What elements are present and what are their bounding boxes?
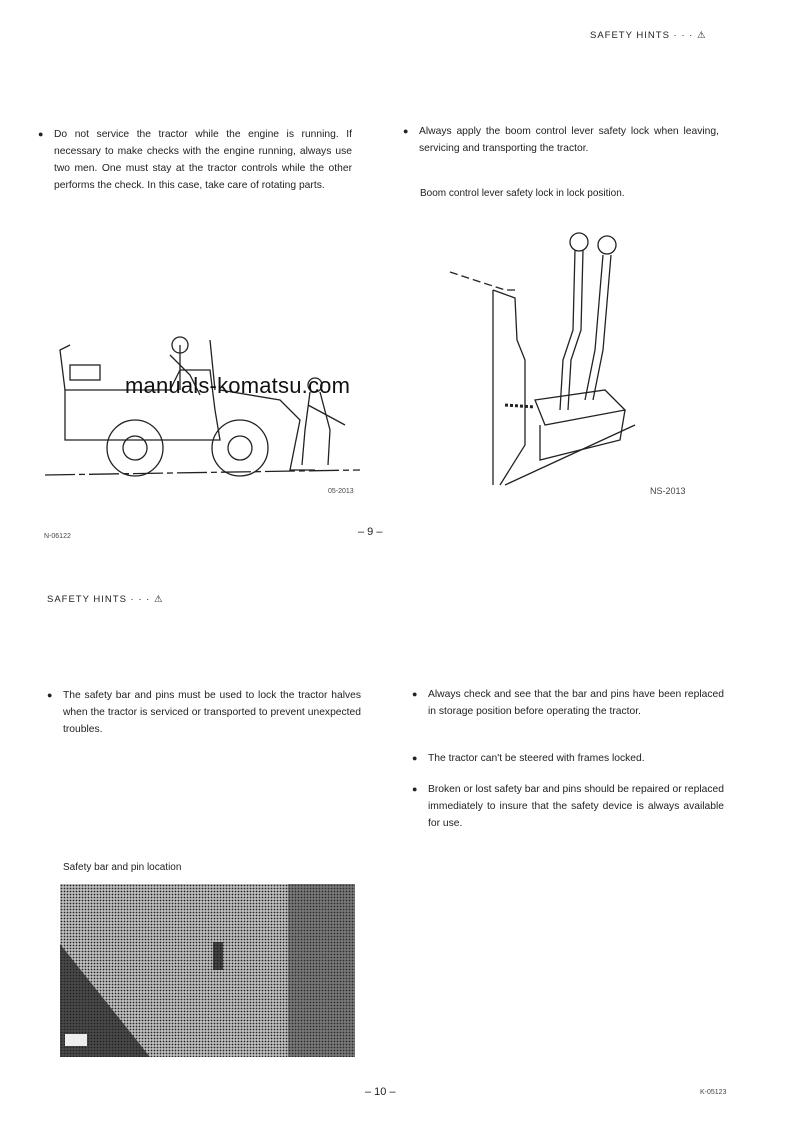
- figure-code: NS-2013: [650, 486, 686, 496]
- bullet-text: Always check and see that the bar and pins have been replaced in storage position before operating the tractor.: [428, 689, 724, 717]
- document-code: N-06122: [44, 533, 71, 540]
- bullet-icon: ●: [403, 126, 409, 136]
- photo-caption: Safety bar and pin location: [63, 862, 182, 873]
- bullet-icon: ●: [47, 690, 53, 700]
- safety-bar-photo: [60, 884, 355, 1057]
- bullet-icon: ●: [412, 689, 418, 699]
- bullet-item: [412, 781, 724, 832]
- bullet-item: [47, 687, 361, 738]
- watermark: manuals-komatsu.com: [125, 373, 351, 398]
- figure-code: 05-2013: [328, 488, 354, 495]
- bullet-text: The tractor can't be steered with frames locked.: [428, 753, 645, 764]
- lever-illustration: [445, 220, 655, 490]
- bullet-icon: ●: [412, 753, 418, 763]
- bullet-item: [412, 686, 724, 720]
- bullet-text: Broken or lost safety bar and pins should be repaired or replaced immediately to insure that the safety device is always available for use.: [428, 784, 724, 829]
- page-number: – 9 –: [358, 526, 383, 538]
- bullet-item: [412, 750, 724, 767]
- bullet-text: The safety bar and pins must be used to lock the tractor halves when the tractor is serviced or transported to prevent unexpected troubles.: [63, 690, 361, 735]
- header-top: SAFETY HINTS · · · ⚠: [590, 30, 707, 41]
- header-bottom: SAFETY HINTS · · · ⚠: [47, 594, 164, 605]
- bullet-item: [403, 123, 719, 157]
- bullet-icon: ●: [412, 784, 418, 794]
- bullet-item: [38, 126, 352, 194]
- bullet-icon: ●: [38, 129, 44, 139]
- loader-illustration: [40, 330, 370, 490]
- bullet-text: Always apply the boom control lever safety lock when leaving, servicing and transporting the tractor.: [419, 126, 719, 154]
- figure-caption: Boom control lever safety lock in lock position.: [420, 188, 625, 199]
- document-code: K-05123: [700, 1089, 727, 1096]
- bullet-text: Do not service the tractor while the engine is running. If necessary to make checks with the engine running, always use two men. One must stay at the tractor controls while the other performs the check. In this case, take care of rotating parts.: [54, 129, 352, 191]
- page-number: – 10 –: [365, 1086, 396, 1098]
